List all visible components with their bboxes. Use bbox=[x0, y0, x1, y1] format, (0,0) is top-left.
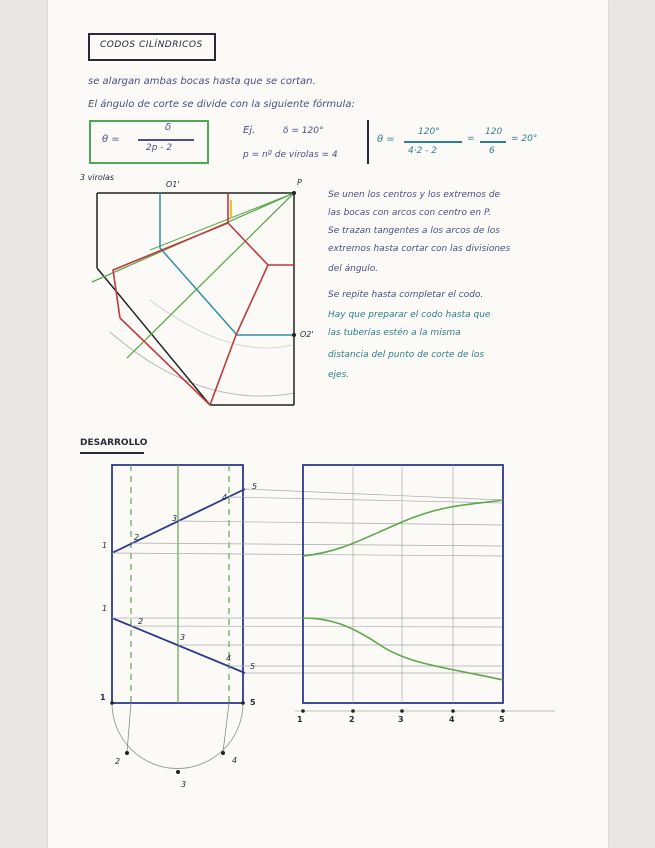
axis-label-5: 5 bbox=[499, 715, 505, 724]
example-delta: δ = 120° bbox=[283, 126, 324, 136]
explanation-line-5: del ángulo. bbox=[328, 264, 379, 274]
formula-denominator: 2p - 2 bbox=[146, 143, 173, 153]
circle-label-4: 4 bbox=[232, 756, 238, 765]
upper-label-2: 2 bbox=[134, 533, 140, 542]
label-virolas: 3 virolas bbox=[80, 173, 115, 182]
upper-development-curve bbox=[303, 500, 503, 556]
desarrollo-heading: DESARROLLO bbox=[80, 438, 148, 448]
explanation-line-3: Se trazan tangentes a los arcos de los bbox=[328, 226, 500, 236]
example-equals: = bbox=[467, 134, 475, 144]
axis-label-2: 2 bbox=[349, 715, 355, 724]
axis-label-4: 4 bbox=[449, 715, 455, 724]
lower-development-curve bbox=[303, 618, 503, 680]
example-denominator-2: 6 bbox=[489, 146, 495, 156]
lower-label-4: 4 bbox=[226, 654, 232, 663]
profile-semicircle bbox=[112, 703, 243, 769]
lower-label-2: 2 bbox=[138, 617, 144, 626]
axis-label-3: 3 bbox=[398, 715, 404, 724]
example-theta-lhs: θ = bbox=[377, 134, 395, 145]
label-p: P bbox=[297, 178, 302, 187]
example-p-definition: p = nº de virolas = 4 bbox=[243, 150, 338, 160]
upper-label-5: 5 bbox=[252, 482, 258, 491]
base-label-1: 1 bbox=[100, 693, 106, 702]
lower-label-5: 5 bbox=[250, 662, 256, 671]
circle-point-2 bbox=[125, 751, 129, 755]
upper-label-3: 3 bbox=[172, 514, 178, 523]
explanation-teal-line-1: Hay que preparar el codo hasta que bbox=[328, 310, 491, 320]
explanation-line-2: las bocas con arcos con centro en P. bbox=[328, 208, 491, 218]
explanation-line-4: extremos hasta cortar con las divisiones bbox=[328, 244, 511, 254]
formula-numerator: δ bbox=[165, 122, 172, 133]
projection-2 bbox=[127, 703, 131, 752]
explanation-line-6: Se repite hasta completar el codo. bbox=[328, 290, 484, 300]
intro-line-1: se alargan ambas bocas hasta que se cortan. bbox=[88, 76, 316, 87]
label-o1: O1' bbox=[166, 180, 180, 189]
circle-point-3 bbox=[176, 770, 180, 774]
example-result: = 20° bbox=[511, 134, 538, 144]
intro-line-2: El ángulo de corte se divide con la siguiente fórmula: bbox=[88, 99, 355, 110]
circle-label-3: 3 bbox=[181, 780, 187, 789]
upper-label-1: 1 bbox=[102, 541, 108, 550]
formula-lhs: θ = bbox=[102, 134, 120, 145]
circle-point-4 bbox=[221, 751, 225, 755]
lower-label-3: 3 bbox=[180, 633, 186, 642]
explanation-teal-line-4: ejes. bbox=[328, 370, 350, 380]
explanation-teal-line-3: distancia del punto de corte de los bbox=[328, 350, 485, 360]
projection-lines bbox=[112, 489, 503, 673]
label-o2: O2' bbox=[300, 330, 314, 339]
example-numerator-1: 120° bbox=[418, 127, 440, 137]
explanation-line-1: Se unen los centros y los extremos de bbox=[328, 190, 501, 200]
base-label-5: 5 bbox=[250, 698, 256, 707]
explanation-teal-line-2: las tuberías estén a la misma bbox=[328, 328, 461, 338]
page-title: CODOS CILÍNDRICOS bbox=[100, 40, 203, 50]
axis-label-1: 1 bbox=[297, 715, 303, 724]
example-numerator-2: 120 bbox=[485, 127, 503, 137]
upper-label-4: 4 bbox=[222, 493, 228, 502]
circle-label-2: 2 bbox=[115, 757, 121, 766]
example-label: Ej. bbox=[243, 125, 256, 136]
lower-label-1: 1 bbox=[102, 604, 108, 613]
example-denominator-1: 4·2 - 2 bbox=[408, 146, 438, 156]
